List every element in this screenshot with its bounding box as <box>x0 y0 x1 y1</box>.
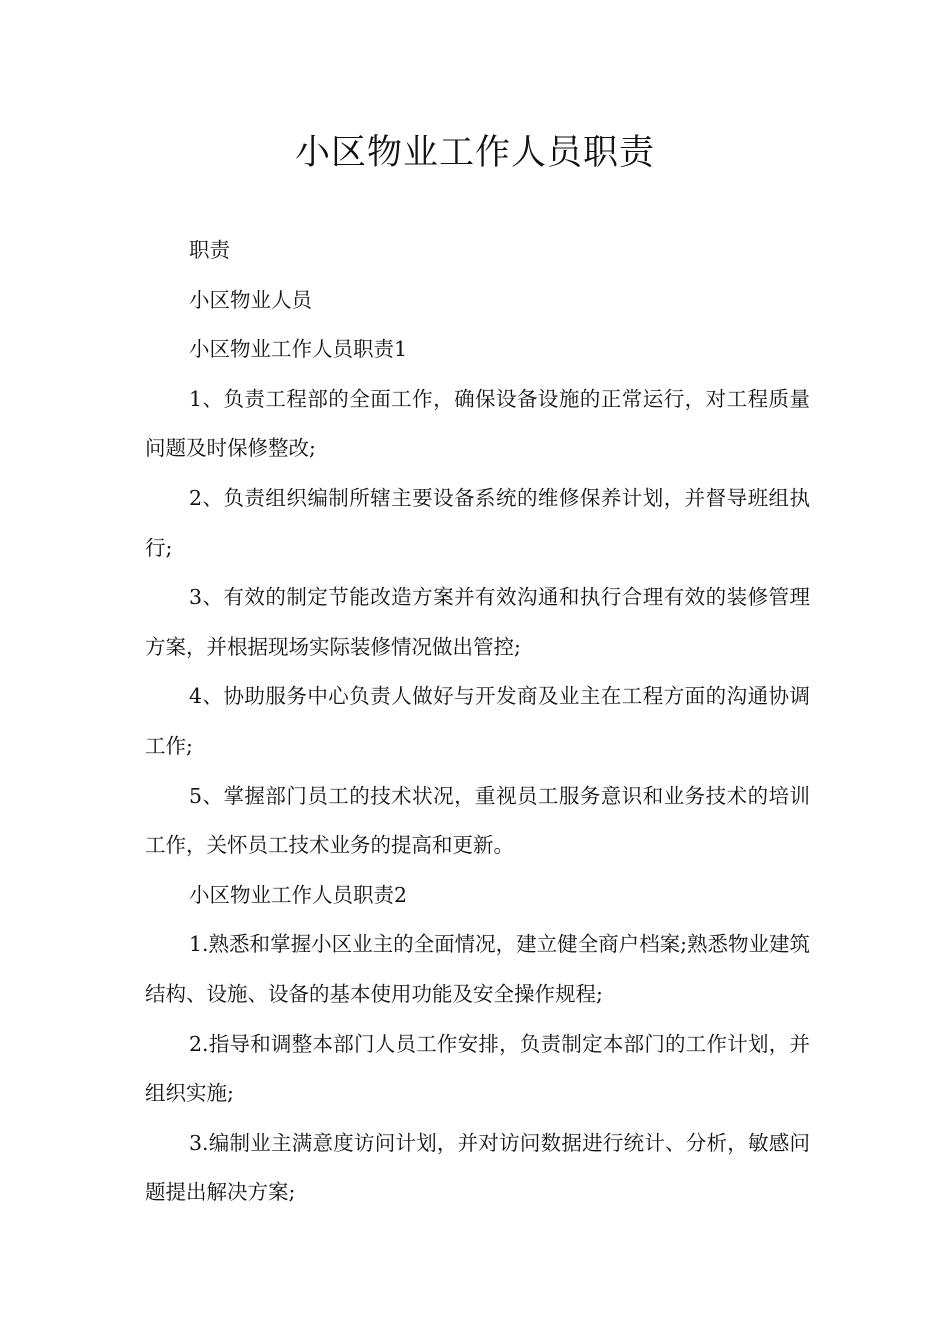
section-label: 职责 <box>189 238 230 262</box>
document-title: 小区物业工作人员职责 <box>294 133 655 173</box>
document-body <box>145 226 810 1218</box>
duty-item: 2、负责组织编制所辖主要设备系统的维修保养计划，并督导班组执行; <box>145 485 810 560</box>
section-heading-2: 小区物业工作人员职责2 <box>189 882 408 907</box>
section-subject: 小区物业人员 <box>189 287 312 312</box>
duty-item: 2.指导和调整本部门人员工作安排，负责制定本部门的工作计划，并组织实施; <box>145 1031 810 1106</box>
section-heading-1: 小区物业工作人员职责1 <box>189 337 408 362</box>
duty-item: 1、负责工程部的全面工作，确保设备设施的正常运行，对工程质量问题及时保修整改; <box>145 386 810 461</box>
duty-item: 1.熟悉和掌握小区业主的全面情况，建立健全商户档案;熟悉物业建筑结构、设施、设备的基本使用功能及安全操作规程; <box>145 932 810 1006</box>
duty-item: 4、协助服务中心负责人做好与开发商及业主在工程方面的沟通协调工作; <box>145 684 810 758</box>
duty-item: 3.编制业主满意度访问计划，并对访问数据进行统计、分析，敏感问题提出解决方案; <box>145 1130 810 1205</box>
duty-item: 5、掌握部门员工的技术状况，重视员工服务意识和业务技术的培训工作，关怀员工技术业务的提高和更新。 <box>145 783 810 858</box>
duty-item: 3、有效的制定节能改造方案并有效沟通和执行合理有效的装修管理方案，并根据现场实际装修情况做出管控; <box>145 585 810 659</box>
